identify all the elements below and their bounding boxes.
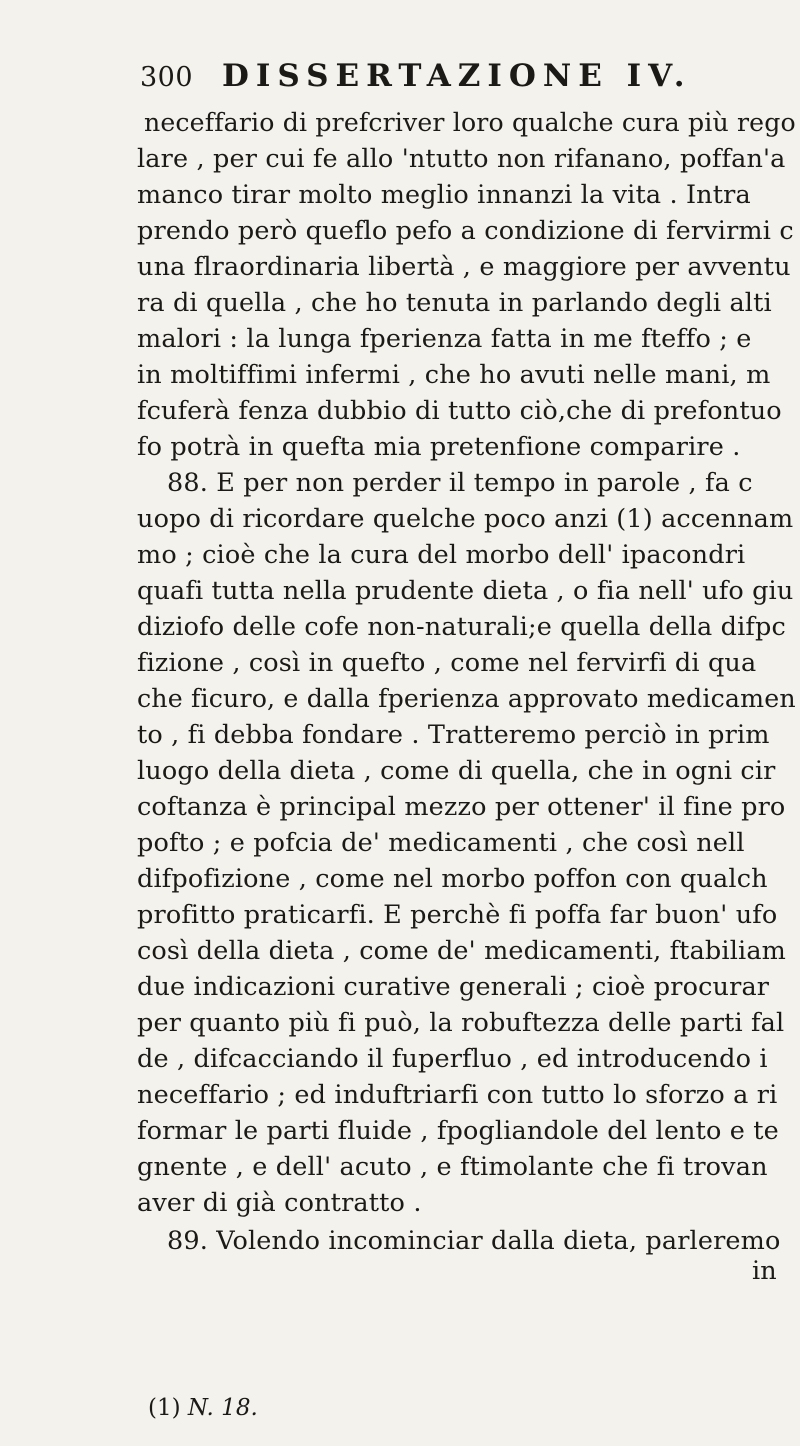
text-line: 89. Volendo incominciar dalla dieta, parleremo	[167, 1226, 781, 1256]
text-line: quafi tutta nella prudente dieta , o fia nell' ufo giu	[137, 576, 794, 606]
text-line: formar le parti fluide , fpogliandole del lento e te	[137, 1116, 779, 1146]
text-line: uopo di ricordare quelche poco anzi (1) accennam	[137, 504, 794, 534]
footnote	[148, 1394, 258, 1422]
footnote-reference: N. 18.	[187, 1395, 258, 1421]
text-line: profitto praticarfi. E perchè fi poffa far buon' ufo	[137, 900, 778, 930]
text-line: coftanza è principal mezzo per ottener' il fine pro	[137, 792, 786, 822]
text-line: 88. E per non perder il tempo in parole , fa c	[167, 468, 753, 498]
text-line: che ficuro, e dalla fperienza approvato medicamen	[137, 684, 796, 714]
text-line: pofto ; e pofcia de' medicamenti , che così nell	[137, 828, 745, 858]
text-line: to , fi debba fondare . Tratteremo perciò in prim	[137, 720, 770, 750]
text-line: neceffario ; ed induftriarfi con tutto lo sforzo a ri	[137, 1080, 778, 1110]
text-line: luogo della dieta , come di quella, che in ogni cir	[137, 756, 776, 786]
text-line: in moltiffimi infermi , che ho avuti nelle mani, m	[137, 360, 771, 390]
page-header	[140, 58, 780, 98]
text-line: de , difcacciando il fuperfluo , ed introducendo i	[137, 1044, 768, 1074]
text-line: due indicazioni curative generali ; cioè procurar	[137, 972, 770, 1002]
text-line: diziofo delle cofe non-naturali;e quella della difpc	[137, 612, 786, 642]
text-line: fo potrà in quefta mia pretenfione comparire .	[137, 432, 741, 462]
text-line: ra di quella , che ho tenuta in parlando degli alti	[137, 288, 772, 318]
text-line: aver di già contratto .	[137, 1188, 422, 1218]
text-line: gnente , e dell' acuto , e ftimolante che fi trovan	[137, 1152, 768, 1182]
text-line: malori : la lunga fperienza fatta in me fteffo ; e	[137, 324, 752, 354]
text-line: mo ; cioè che la cura del morbo dell' ipacondri	[137, 540, 746, 570]
catchword: in	[752, 1256, 777, 1286]
footnote-marker: (1)	[148, 1395, 181, 1421]
text-line: lare , per cui fe allo 'ntutto non rifanano, poffan'a	[137, 144, 786, 174]
text-line: una flraordinaria libertà , e maggiore per avventu	[137, 252, 791, 282]
text-line: neceffario di prefcriver loro qualche cura più rego	[144, 108, 796, 138]
text-line: difpofizione , come nel morbo poffon con qualch	[137, 864, 768, 894]
text-line: fcuferà fenza dubbio di tutto ciò,che di prefontuo	[137, 396, 782, 426]
running-head: DISSERTAZIONE IV.	[222, 58, 692, 94]
text-line: manco tirar molto meglio innanzi la vita . Intra	[137, 180, 751, 210]
text-line: fizione , così in quefto , come nel fervirfi di qua	[137, 648, 757, 678]
text-line: così della dieta , come de' medicamenti, ftabiliam	[137, 936, 786, 966]
text-line: prendo però queflo pefo a condizione di fervirmi c	[137, 216, 794, 246]
text-line: per quanto più fi può, la robuftezza delle parti fal	[137, 1008, 785, 1038]
page-number: 300	[140, 62, 194, 93]
